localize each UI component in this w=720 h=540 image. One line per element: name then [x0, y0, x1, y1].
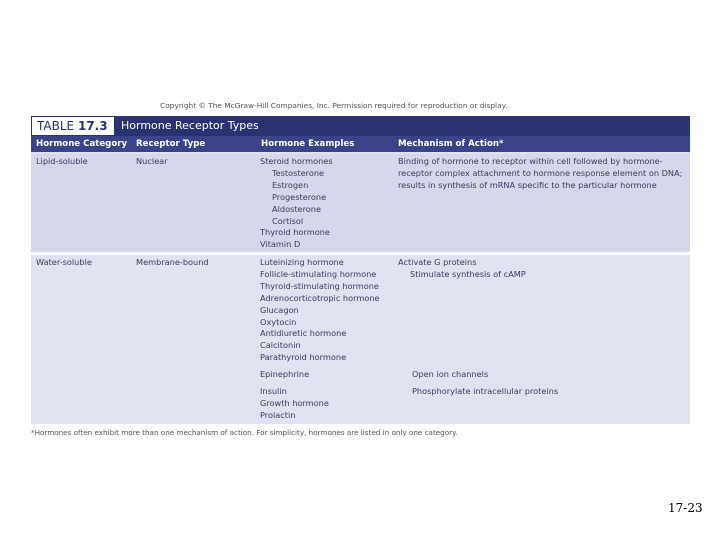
header-mechanism-of-action: Mechanism of Action*: [398, 139, 504, 149]
header-hormone-examples: Hormone Examples: [261, 139, 355, 149]
mechanism-line: Activate G proteins: [398, 257, 477, 267]
example-item: Vitamin D: [260, 239, 301, 250]
header-hormone-category: Hormone Category: [36, 139, 128, 149]
cell-mechanism-phosphorylate: Phosphorylate intracellular proteins: [412, 386, 559, 396]
cell-receptor: Membrane-bound: [136, 257, 209, 267]
example-item: Follicle-stimulating hormone: [260, 268, 377, 279]
example-item: Aldosterone: [272, 203, 322, 214]
example-item: Adrenocorticotropic hormone: [260, 292, 380, 303]
example-item: Antidiuretic hormone: [260, 328, 347, 339]
example-item: Calcitonin: [260, 340, 301, 351]
table-row-lipid-soluble: [31, 154, 690, 252]
cell-category: Water-soluble: [36, 257, 92, 267]
example-item: Prolactin: [260, 409, 296, 420]
cell-category: Lipid-soluble: [36, 156, 88, 166]
hormone-receptor-table: [31, 116, 690, 424]
cell-receptor: Nuclear: [136, 156, 168, 166]
table-header-row: [31, 136, 690, 152]
mechanism-line: Stimulate synthesis of cAMP: [410, 268, 526, 279]
table-label: TABLE: [37, 119, 75, 133]
example-item: Thyroid-stimulating hormone: [260, 280, 379, 291]
example-item: Luteinizing hormone: [260, 257, 344, 267]
copyright-notice: Copyright © The McGraw-Hill Companies, Inc. Permission required for reproduction or display.: [160, 101, 508, 110]
example-item: Cortisol: [272, 215, 304, 226]
table-number-value: 17.3: [77, 119, 108, 133]
cell-mechanism: [398, 156, 682, 192]
cell-examples: [260, 257, 380, 364]
slide-number: 17-23: [668, 501, 703, 515]
mechanism-line: results in synthesis of mRNA specific to the particular hormone: [398, 179, 657, 190]
example-item: Steroid hormones: [260, 156, 333, 166]
example-item: Progesterone: [272, 191, 327, 202]
example-item: Estrogen: [272, 179, 309, 190]
cell-examples-epinephrine: [260, 369, 309, 381]
table-row-water-soluble: [31, 255, 690, 424]
cell-examples: [260, 156, 333, 251]
table-title-bar: [31, 116, 690, 136]
header-receptor-type: Receptor Type: [136, 139, 206, 149]
example-item: Thyroid hormone: [260, 227, 330, 238]
example-item: Epinephrine: [260, 369, 310, 379]
mechanism-line: receptor complex attachment to hormone response element on DNA;: [398, 167, 683, 178]
example-item: Testosterone: [272, 167, 325, 178]
table-footnote: *Hormones often exhibit more than one mechanism of action. For simplicity, hormones are listed in only one category.: [31, 428, 458, 437]
example-item: Oxytocin: [260, 316, 297, 327]
table-title: Hormone Receptor Types: [121, 119, 259, 132]
cell-examples-group-c: [260, 386, 329, 422]
example-item: Parathyroid hormone: [260, 352, 347, 363]
mechanism-line: Binding of hormone to receptor within cell followed by hormone-: [398, 156, 663, 166]
example-item: Growth hormone: [260, 397, 329, 408]
cell-mechanism-ion-channels: Open ion channels: [412, 369, 489, 379]
example-item: Insulin: [260, 386, 287, 396]
cell-mechanism: [398, 257, 526, 281]
table-number: [31, 116, 115, 136]
example-item: Glucagon: [260, 304, 299, 315]
